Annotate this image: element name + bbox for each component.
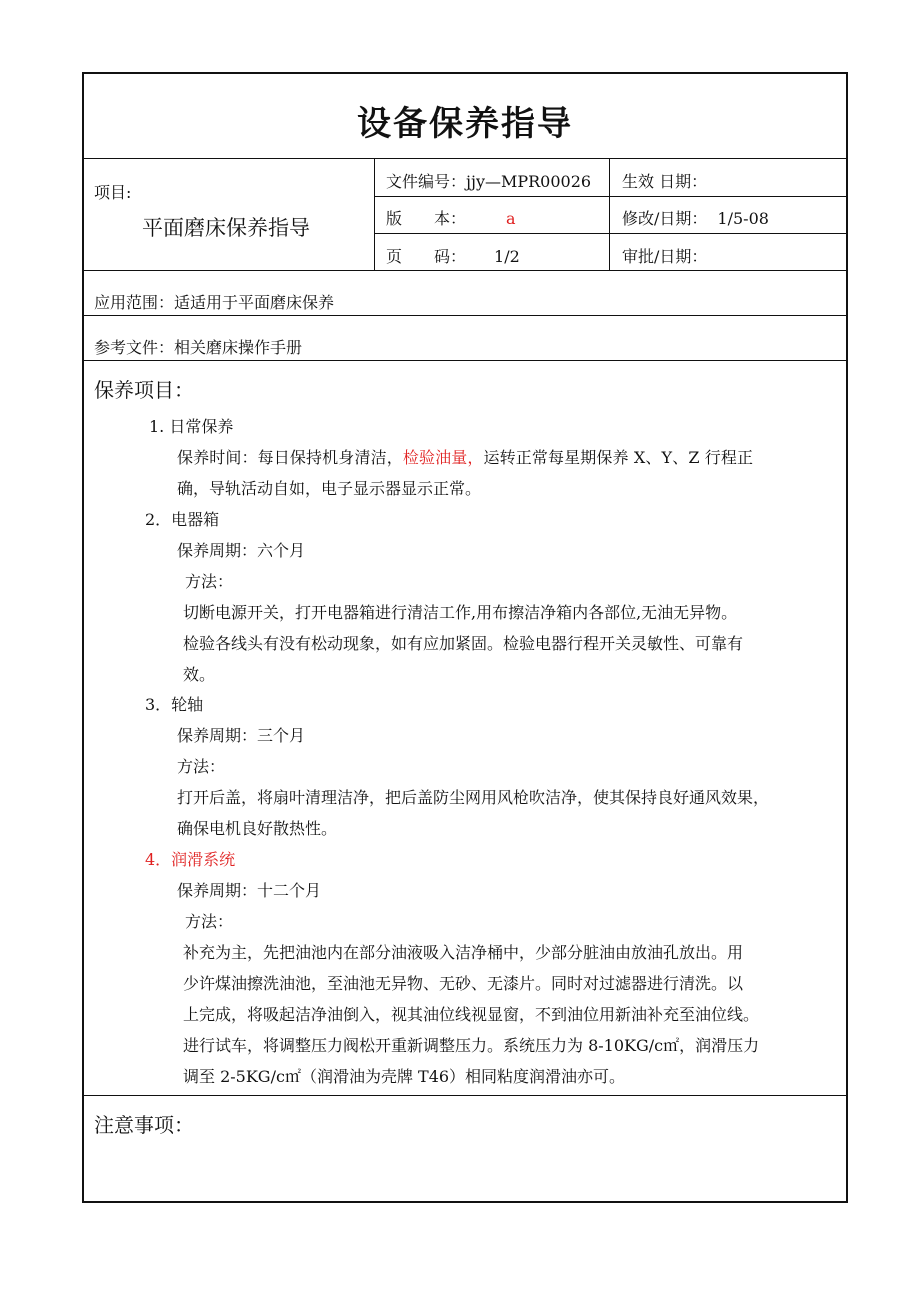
item-lubrication-line3: 上完成，将吸起洁净油倒入，视其油位线视显窗，不到油位用新油补充至油位线。 xyxy=(183,1005,760,1024)
project-label: 项目: xyxy=(94,183,132,202)
rule-col-2 xyxy=(609,158,610,270)
revise-cell xyxy=(622,206,769,229)
item-lubrication-method: 方法： xyxy=(185,912,234,931)
doc-no-cell xyxy=(386,169,591,192)
project-name: 平面磨床保养指导 xyxy=(142,216,310,240)
doc-no-label: 文件编号： xyxy=(386,172,467,191)
rule-header xyxy=(84,158,846,159)
version-cell xyxy=(386,206,516,229)
doc-no-value: jjy—MPR00026 xyxy=(466,172,592,191)
effective-date-label: 生效 日期： xyxy=(622,172,708,191)
item-electric-box-method: 方法： xyxy=(185,572,234,591)
approve-date-label: 审批/日期： xyxy=(622,247,708,266)
rule-scope xyxy=(84,315,846,316)
item-electric-box-period: 保养周期：六个月 xyxy=(177,541,306,560)
item-electric-box-line2: 检验各线头有没有松动现象，如有应加紧固。检验电器行程开关灵敏性、可靠有 xyxy=(183,634,744,653)
rule-col-1 xyxy=(374,158,375,270)
scope-text: 应用范围：适适用于平面磨床保养 xyxy=(94,293,335,312)
item-lubrication xyxy=(93,844,760,1092)
item-electric-box xyxy=(93,504,753,690)
item-daily-line2: 确，导轨活动自如，电子显示器显示正常。 xyxy=(177,479,482,498)
item-electric-box-line3: 效。 xyxy=(183,665,216,684)
item-lubrication-period: 保养周期：十二个月 xyxy=(177,881,322,900)
revise-value: 1/5-08 xyxy=(717,209,769,228)
item-lubrication-heading: 4．润滑系统 xyxy=(145,850,236,869)
item-electric-box-line1: 切断电源开关，打开电器箱进行清洁工作,用布擦洁净箱内各部位,无油无异物。 xyxy=(183,603,738,622)
maintenance-section-title: 保养项目： xyxy=(94,378,194,402)
item-axle-period: 保养周期：三个月 xyxy=(177,726,306,745)
document-title: 设备保养指导 xyxy=(357,104,573,144)
notes-section-title: 注意事项： xyxy=(94,1113,194,1137)
item-lubrication-line5: 调至 2-5KG/c㎡（润滑油为壳牌 T46）相同粘度润滑油亦可。 xyxy=(183,1067,626,1086)
rule-meta-1 xyxy=(374,196,846,197)
rule-meta-2 xyxy=(374,233,846,234)
item-lubrication-line4: 进行试车，将调整压力阀松开重新调整压力。系统压力为 8-10KG/c㎡，润滑压力 xyxy=(183,1036,760,1055)
page-cell xyxy=(386,244,520,267)
item-daily-line1 xyxy=(177,442,753,473)
item-daily-text-b: 运转正常每星期保养 X、Y、Z 行程正 xyxy=(483,448,753,467)
item-axle-line1: 打开后盖，将扇叶清理洁净，把后盖防尘网用风枪吹洁净，使其保持良好通风效果， xyxy=(177,788,770,807)
rule-notes xyxy=(84,1095,846,1096)
reference-text: 参考文件：相关磨床操作手册 xyxy=(94,338,303,357)
item-axle-heading: 3．轮轴 xyxy=(145,695,204,714)
item-axle-line2: 确保电机良好散热性。 xyxy=(177,819,338,838)
page-label: 页 码： xyxy=(386,247,467,266)
revise-label: 修改/日期： xyxy=(622,209,708,228)
item-axle-method: 方法： xyxy=(177,757,226,776)
item-daily xyxy=(93,411,753,504)
version-value: a xyxy=(506,209,516,228)
page-value: 1/2 xyxy=(494,247,520,266)
item-lubrication-line2: 少许煤油擦洗油池，至油池无异物、无砂、无漆片。同时对过滤器进行清洗。以 xyxy=(183,974,744,993)
rule-reference xyxy=(84,360,846,361)
item-daily-text-red: 检验油量， xyxy=(402,448,484,467)
item-electric-box-heading: 2．电器箱 xyxy=(145,510,220,529)
item-daily-heading: 1. 日常保养 xyxy=(149,417,234,436)
item-axle xyxy=(93,689,770,844)
item-daily-text-a: 保养时间：每日保持机身清洁， xyxy=(177,448,403,467)
item-lubrication-line1: 补充为主，先把油池内在部分油液吸入洁净桶中，少部分脏油由放油孔放出。用 xyxy=(183,943,744,962)
rule-meta-bottom xyxy=(84,270,846,271)
version-label: 版 本： xyxy=(386,209,467,228)
